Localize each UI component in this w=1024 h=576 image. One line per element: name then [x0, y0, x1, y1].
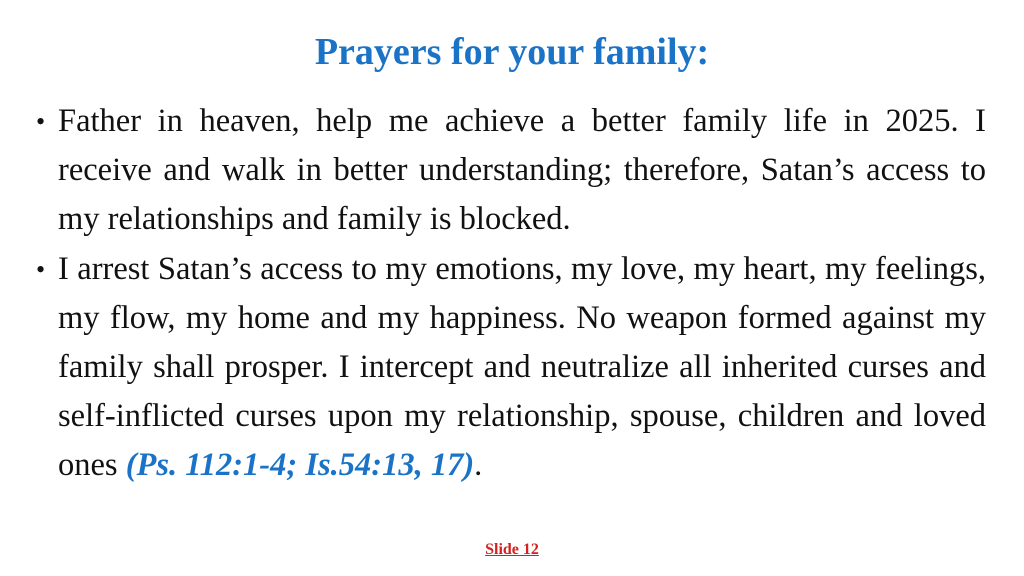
prayer-list [30, 97, 986, 491]
slide-title: Prayers for your family: [314, 31, 710, 73]
bullet-icon: • [36, 107, 46, 136]
slide-number-label: Slide 12 [485, 541, 539, 558]
prayer-text: I arrest Satan’s access to my emotions, my love, my heart, my feelings, my flow, my home and my happiness. No weapon formed against my family shall prosper. I intercept and neutralize all inherited curses and self-inflicted curses upon my relationship, spouse, children and loved ones [58, 250, 986, 484]
bullet-icon: • [36, 254, 46, 284]
prayer-text: Father in heaven, help me achieve a better family life in 2025. I receive and walk in better understanding; therefore, Satan’s access to my relationships and family is blocked. [58, 103, 986, 238]
list-item [30, 97, 986, 245]
scripture-reference: (Ps. 112:1-4; Is.54:13, 17) [125, 447, 475, 484]
list-item [30, 245, 986, 491]
sentence-end: . [474, 447, 483, 484]
